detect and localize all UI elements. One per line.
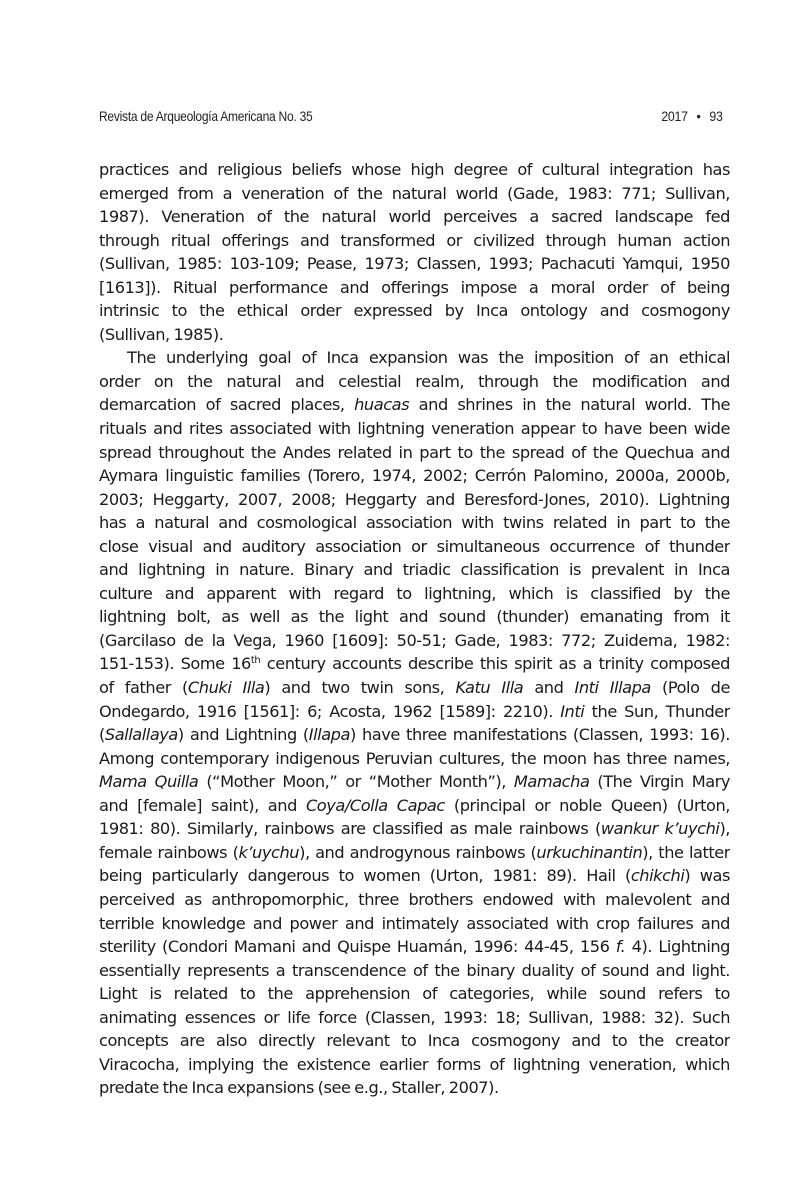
text-line: concepts are also directly relevant to Inca cosmogony and to the creator: [99, 1031, 730, 1051]
text-span: (The Virgin Mary: [589, 772, 730, 792]
text-span: demarcation of sacred places,: [99, 395, 355, 415]
text-span: Ondegardo, 1916 [1561]: 6; Acosta, 1962 [1589]: 2210).: [99, 701, 561, 721]
text-line: [99, 700, 730, 724]
italic-term: Sallallaya: [104, 725, 178, 745]
italic-term: Mama Quilla: [99, 772, 199, 792]
text-line: Light is related to the apprehension of categories, while sound refers to: [99, 984, 730, 1004]
italic-term: Mamacha: [513, 772, 590, 792]
text-span: (“Mother Moon,” or “Mother Month”),: [198, 772, 514, 792]
text-span: (: [99, 725, 105, 745]
page-info: [662, 108, 723, 124]
text-line: predate the Inca expansions (see e.g., Staller, 2007).: [99, 1078, 499, 1098]
text-line: animating essences or life force (Classen, 1993: 18; Sullivan, 1988: 32). Such: [99, 1007, 730, 1027]
text-line: culture and apparent with regard to lightning, which is classified by the: [99, 583, 730, 603]
text-span: being particularly dangerous to women (Urton, 1981: 89). Hail (: [99, 866, 631, 886]
text-line: lightning bolt, as well as the light and sound (thunder) emanating from it: [99, 607, 730, 627]
text-span: sterility (Condori Mamani and Quispe Huamán, 1996: 44-45, 156: [99, 937, 616, 957]
text-span: female rainbows (: [99, 842, 239, 862]
text-span: ), and androgynous rainbows (: [299, 842, 537, 862]
text-line: 1987). Veneration of the natural world perceives a sacred landscape fed: [99, 207, 730, 227]
text-line: [1613]). Ritual performance and offerings impose a moral order of being: [99, 277, 730, 297]
text-line: Aymara linguistic families (Torero, 1974, 2002; Cerrón Palomino, 2000a, 2000b,: [99, 466, 730, 486]
text-span: ), the latter: [642, 842, 730, 862]
page-number: 93: [709, 108, 723, 124]
text-line: perceived as anthropomorphic, three brothers endowed with malevolent and: [99, 889, 730, 909]
text-span: (Polo de: [650, 678, 730, 698]
text-line: emerged from a veneration of the natural world (Gade, 1983: 771; Sullivan,: [99, 183, 730, 203]
text-span: 1981: 80). Similarly, rainbows are classified as male rainbows (: [99, 819, 601, 839]
paragraph-1: [99, 158, 730, 346]
text-line: close visual and auditory association or simultaneous occurrence of thunder: [99, 536, 730, 556]
text-span: the Sun, Thunder: [584, 701, 730, 721]
italic-term: Chuki Illa: [187, 678, 265, 698]
text-line: (Sullivan, 1985: 103-109; Pease, 1973; Classen, 1993; Pachacuti Yamqui, 1950: [99, 254, 730, 274]
text-line: The underlying goal of Inca expansion was the imposition of an ethical: [127, 348, 730, 368]
issue-year: 2017: [661, 108, 689, 124]
text-line: [99, 841, 730, 865]
italic-term: Coya/Colla Capac: [305, 795, 445, 815]
text-line: [99, 864, 730, 888]
text-line: spread throughout the Andes related in part to the spread of the Quechua and: [99, 442, 730, 462]
text-line: [99, 935, 730, 959]
italic-term: k’uychu: [238, 842, 300, 862]
text-span: and [female] saint), and: [99, 795, 306, 815]
italic-term: Inti: [560, 701, 585, 721]
text-span: ),: [719, 819, 730, 839]
text-span: ) have three manifestations (Classen, 1993: 16).: [349, 725, 730, 745]
text-line: [99, 393, 730, 417]
text-line: Among contemporary indigenous Peruvian cultures, the moon has three names,: [99, 748, 730, 768]
text-span: ) and two twin sons,: [264, 678, 456, 698]
text-span: and: [523, 678, 575, 698]
text-line: [99, 817, 730, 841]
superscript: th: [250, 655, 261, 667]
text-line: has a natural and cosmological association with twins related in part to the: [99, 513, 730, 533]
italic-term: f.: [615, 937, 626, 957]
italic-term: wankur k’uychi: [600, 819, 720, 839]
italic-term: huacas: [354, 395, 410, 415]
text-line: terrible knowledge and power and intimately associated with crop failures and: [99, 913, 730, 933]
text-line: [99, 794, 730, 818]
text-span: 4). Lightning: [625, 937, 730, 957]
header-separator: •: [696, 108, 702, 124]
text-line: intrinsic to the ethical order expressed by Inca ontology and cosmogony: [99, 301, 730, 321]
text-span: 151-153). Some 16: [99, 654, 251, 674]
text-span: of father (: [99, 678, 188, 698]
text-line: (Sullivan, 1985).: [99, 324, 224, 344]
text-span: (principal or noble Queen) (Urton,: [444, 795, 730, 815]
text-line: [99, 652, 730, 676]
italic-term: Katu Illa: [455, 678, 524, 698]
text-line: [99, 770, 730, 794]
article-body: [99, 158, 730, 1100]
text-line: [99, 723, 730, 747]
text-line: practices and religious beliefs whose high degree of cultural integration has: [99, 160, 730, 179]
text-span: ) was: [684, 866, 730, 886]
text-line: and lightning in nature. Binary and triadic classification is prevalent in Inca: [99, 560, 730, 580]
text-line: Viracocha, implying the existence earlier forms of lightning veneration, which: [99, 1054, 730, 1074]
text-line: order on the natural and celestial realm, through the modification and: [99, 371, 730, 391]
text-line: through ritual offerings and transformed or civilized through human action: [99, 230, 730, 250]
text-line: (Garcilaso de la Vega, 1960 [1609]: 50-51; Gade, 1983: 772; Zuidema, 1982:: [99, 630, 730, 650]
italic-term: urkuchinantin: [536, 842, 643, 862]
text-span: century accounts describe this spirit as a trinity composed: [260, 654, 730, 674]
italic-term: Inti Illapa: [574, 678, 651, 698]
paragraph-2: [99, 346, 730, 1100]
text-line: essentially represents a transcendence of the binary duality of sound and light.: [99, 960, 730, 980]
italic-term: Illapa: [308, 725, 350, 745]
text-line: 2003; Heggarty, 2007, 2008; Heggarty and Beresford-Jones, 2010). Lightning: [99, 489, 730, 509]
journal-title: Revista de Arqueología Americana No. 35: [99, 108, 313, 124]
running-header: [99, 108, 723, 130]
italic-term: chikchi: [630, 866, 685, 886]
text-line: rituals and rites associated with lightning veneration appear to have been wide: [99, 419, 730, 439]
text-span: and shrines in the natural world. The: [409, 395, 730, 415]
text-span: ) and Lightning (: [177, 725, 309, 745]
text-line: [99, 676, 730, 700]
